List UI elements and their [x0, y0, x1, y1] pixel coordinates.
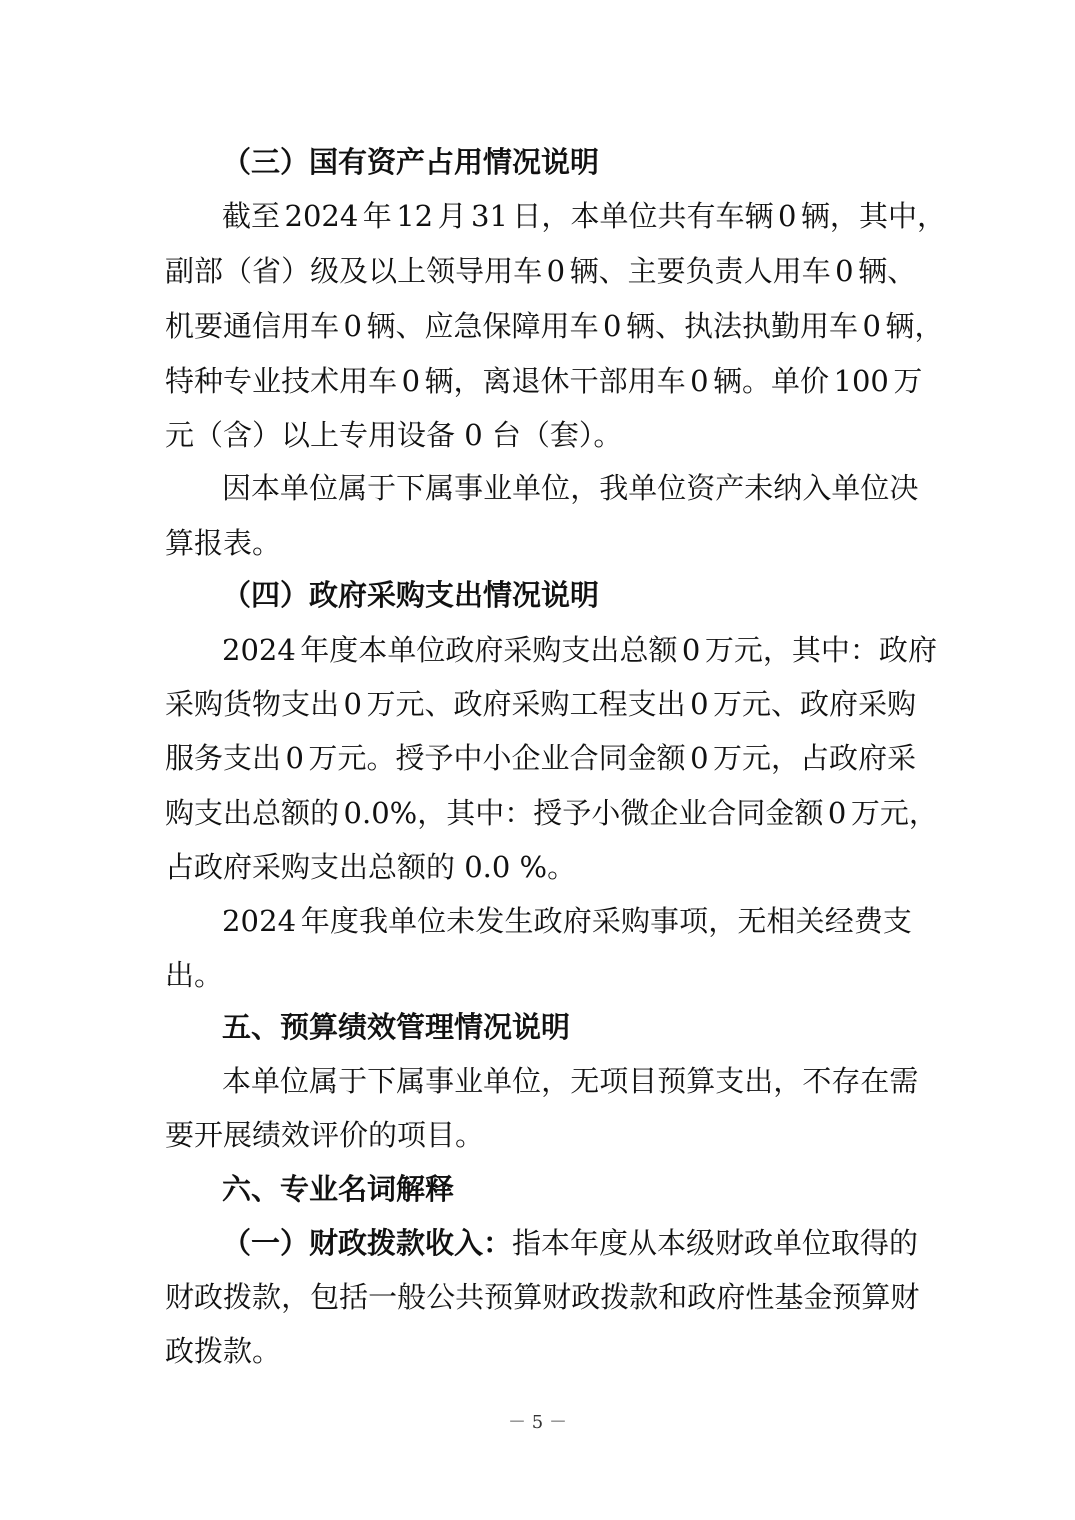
paragraph-line: 特 种 专 业 技 术 用 车 0 辆 ， 离 退 休 干 部 用 车 0 辆 。 单 价 1 0 0 万	[165, 364, 923, 398]
paragraph-line: 副 部 （ 省 ） 级 及 以 上 领 导 用 车 0 辆 、 主 要 负 责 人 用 车 0 辆 、	[165, 254, 917, 288]
paragraph-line: 要开展绩效评价的项目。	[165, 1118, 485, 1152]
paragraph-line: 占政府采购支出总额的 0.0 %。	[165, 850, 577, 884]
glossary-item-line	[0, 1225, 1075, 1261]
section-heading-glossary: 六、专业名词解释	[222, 1172, 455, 1206]
section-heading-procurement: （四）政府采购支出情况说明	[222, 578, 600, 612]
paragraph-line: 采 购 货 物 支 出 0 万 元 、 政 府 采 购 工 程 支 出 0 万 元 、 政 府 采 购	[165, 687, 917, 721]
paragraph-line: 财 政 拨 款 ， 包 括 一 般 公 共 预 算 财 政 拨 款 和 政 府 性 基 金 预 算 财	[165, 1280, 920, 1314]
paragraph-line: 算报表。	[165, 526, 282, 560]
paragraph-line: 机 要 通 信 用 车 0 辆 、 应 急 保 障 用 车 0 辆 、 执 法 执 勤 用 车 0 辆 ，	[165, 309, 944, 343]
paragraph-line: 因 本 单 位 属 于 下 属 事 业 单 位 ， 我 单 位 资 产 未 纳 入 单 位 决	[222, 471, 919, 505]
glossary-term: （一）财政拨款收入：	[222, 1226, 513, 1260]
paragraph-line: 2 0 2 4 年 度 本 单 位 政 府 采 购 支 出 总 额 0 万 元 ， 其 中 ： 政 府	[222, 633, 937, 667]
paragraph-line: 出。	[165, 958, 224, 992]
paragraph-line: 本 单 位 属 于 下 属 事 业 单 位 ， 无 项 目 预 算 支 出 ， 不 存 在 需	[222, 1064, 919, 1098]
paragraph-line: 2 0 2 4 年 度 我 单 位 未 发 生 政 府 采 购 事 项 ， 无 相 关 经 费 支	[222, 904, 912, 938]
glossary-definition: 指本年度从本级财政单位取得的	[512, 1226, 919, 1260]
section-heading-performance: 五、预算绩效管理情况说明	[222, 1010, 571, 1044]
page-number: － 5 －	[508, 1412, 567, 1433]
section-heading-state-assets: （三）国有资产占用情况说明	[222, 145, 600, 179]
paragraph-line: 服 务 支 出 0 万 元 。 授 予 中 小 企 业 合 同 金 额 0 万 元 ， 占 政 府 采	[165, 741, 917, 775]
paragraph-line: 元（含）以上专用设备 0 台（套）。	[165, 418, 623, 452]
paragraph-line: 政拨款。	[165, 1334, 282, 1368]
paragraph-line: 购 支 出 总 额 的 0 . 0 % ， 其 中 ： 授 予 小 微 企 业 合 同 金 额 0 万 元 ，	[165, 796, 938, 830]
paragraph-line: 截 至 2 0 2 4 年 1 2 月 3 1 日 ， 本 单 位 共 有 车 辆 0 辆 ， 其 中 ，	[222, 199, 946, 233]
